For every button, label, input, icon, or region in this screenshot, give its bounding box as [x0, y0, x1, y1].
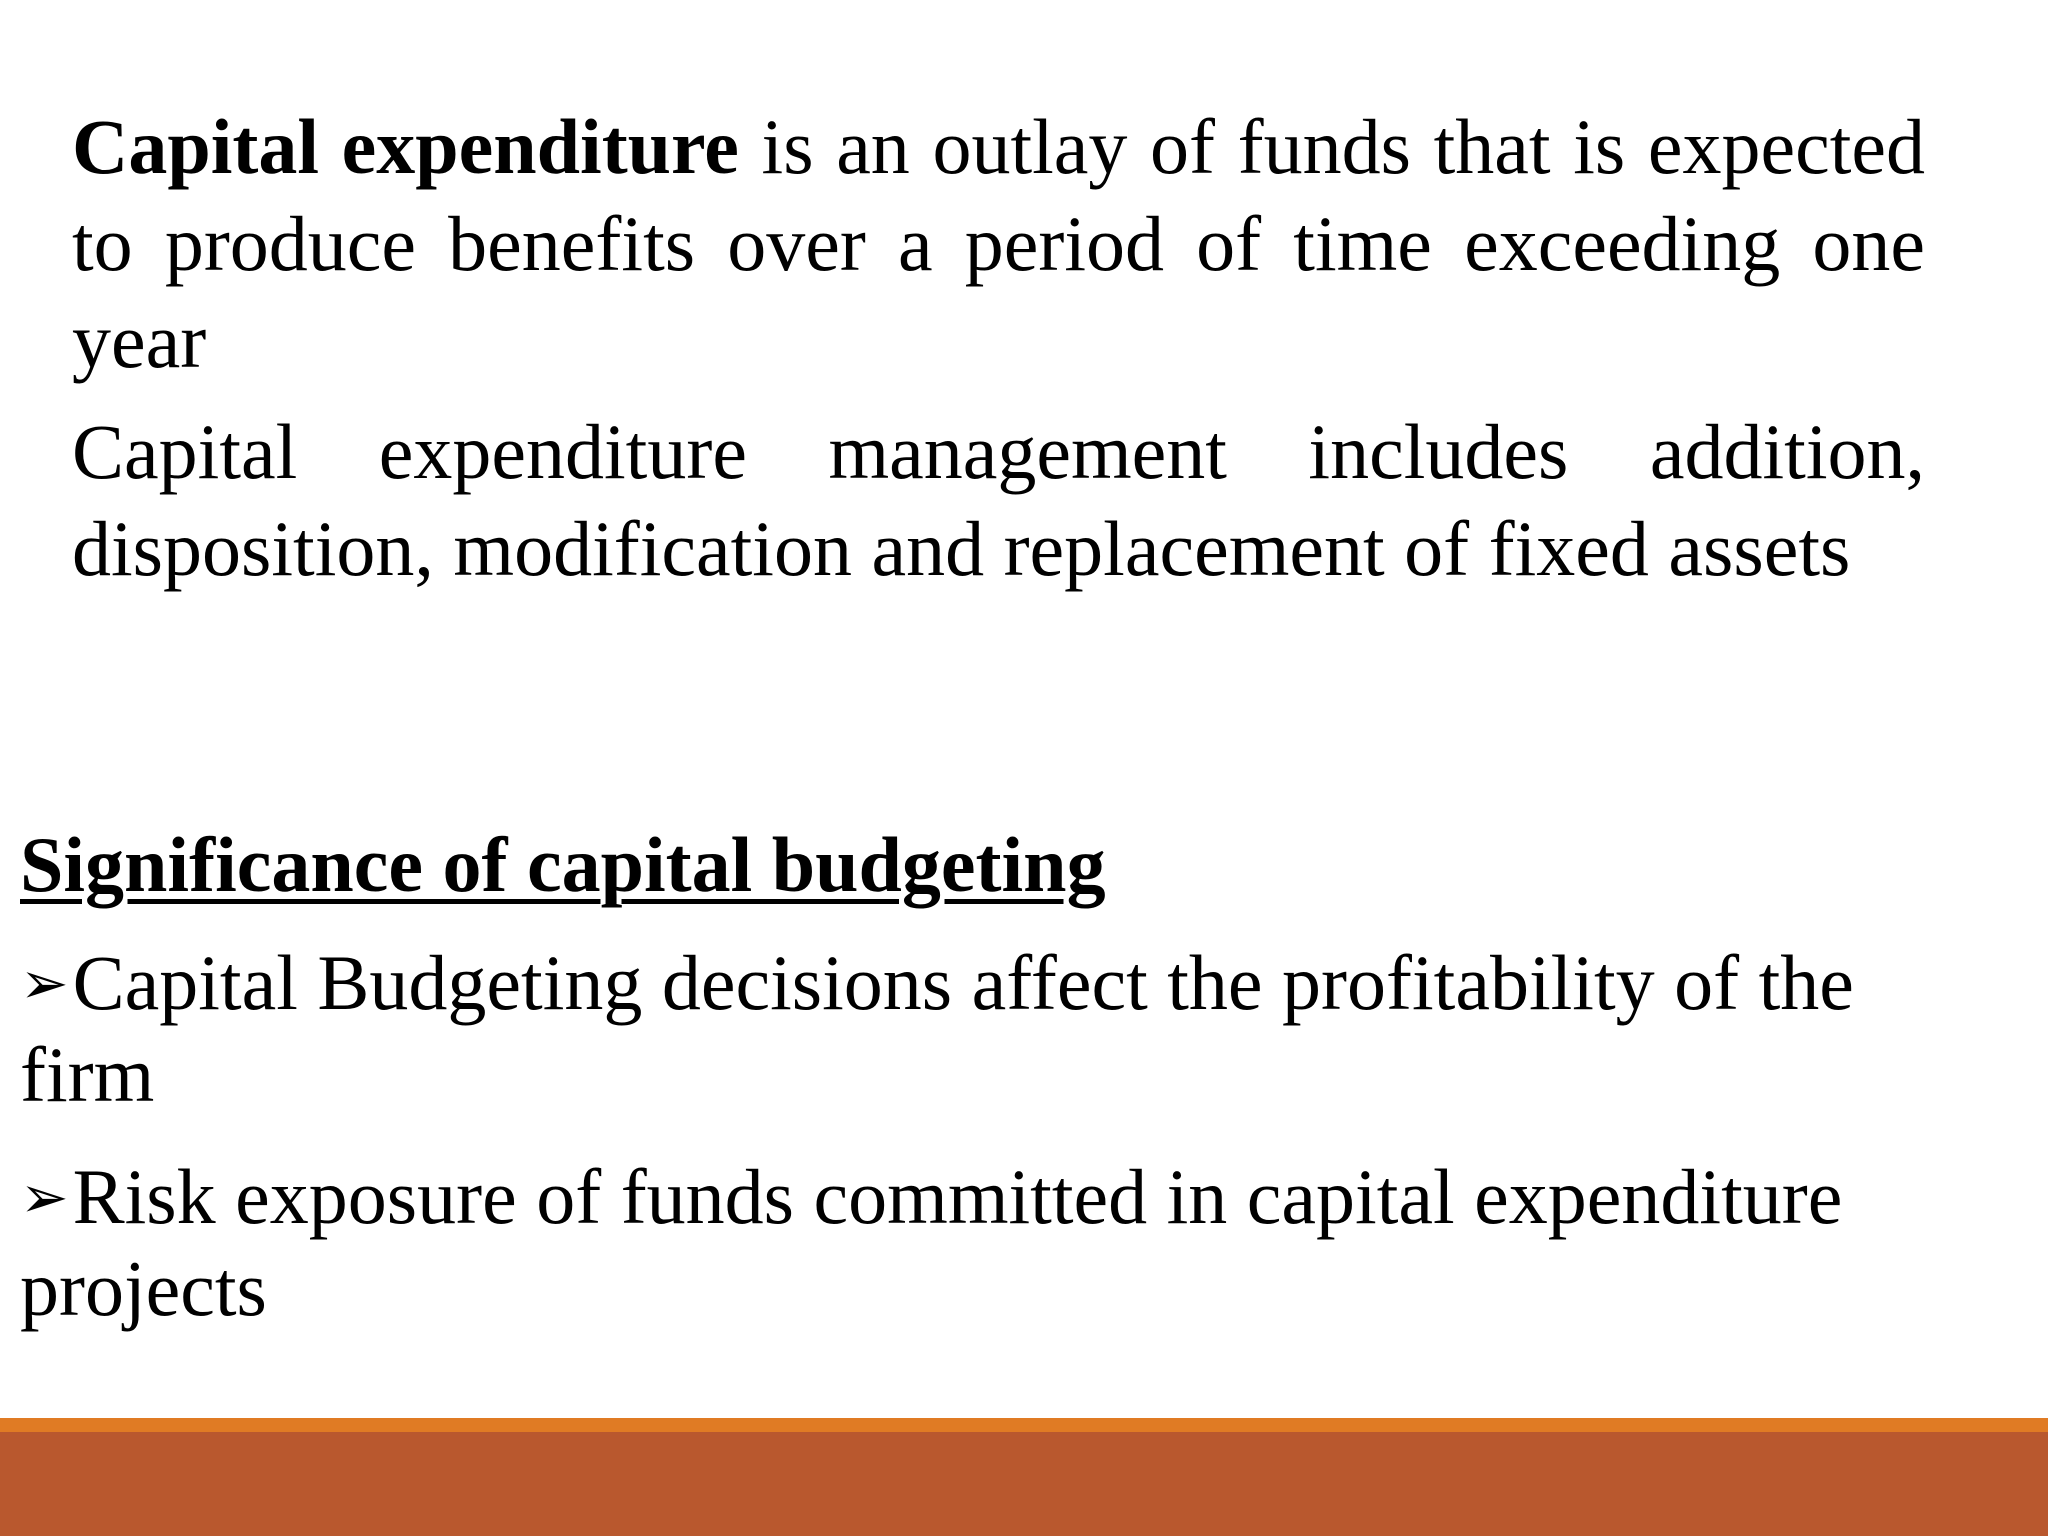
- footer-band: [0, 1418, 2048, 1536]
- bullet-item-risk-exposure: [20, 1151, 1980, 1335]
- arrow-bullet-icon: ➢: [20, 1163, 69, 1231]
- bullet-text: Capital Budgeting decisions affect the profitability of the firm: [20, 939, 1854, 1118]
- footer-bar: [0, 1432, 2048, 1536]
- definition-term: Capital expenditure: [72, 103, 739, 190]
- significance-heading: Significance of capital budgeting: [20, 821, 1106, 908]
- footer-accent-line: [0, 1418, 2048, 1432]
- definition-paragraph: [72, 98, 1925, 389]
- bullet-item-profitability: [20, 937, 1980, 1121]
- arrow-bullet-icon: ➢: [20, 949, 69, 1017]
- management-paragraph: Capital expenditure management includes addition, disposition, modification and replacement of fixed assets: [72, 408, 1925, 592]
- bullet-text: Risk exposure of funds committed in capital expenditure projects: [20, 1153, 1843, 1332]
- definition-text: is an outlay of funds that is expected to produce benefits over a period of time exceeding one year: [72, 103, 1925, 384]
- significance-section: [20, 816, 1980, 1365]
- definition-section: [72, 98, 1925, 597]
